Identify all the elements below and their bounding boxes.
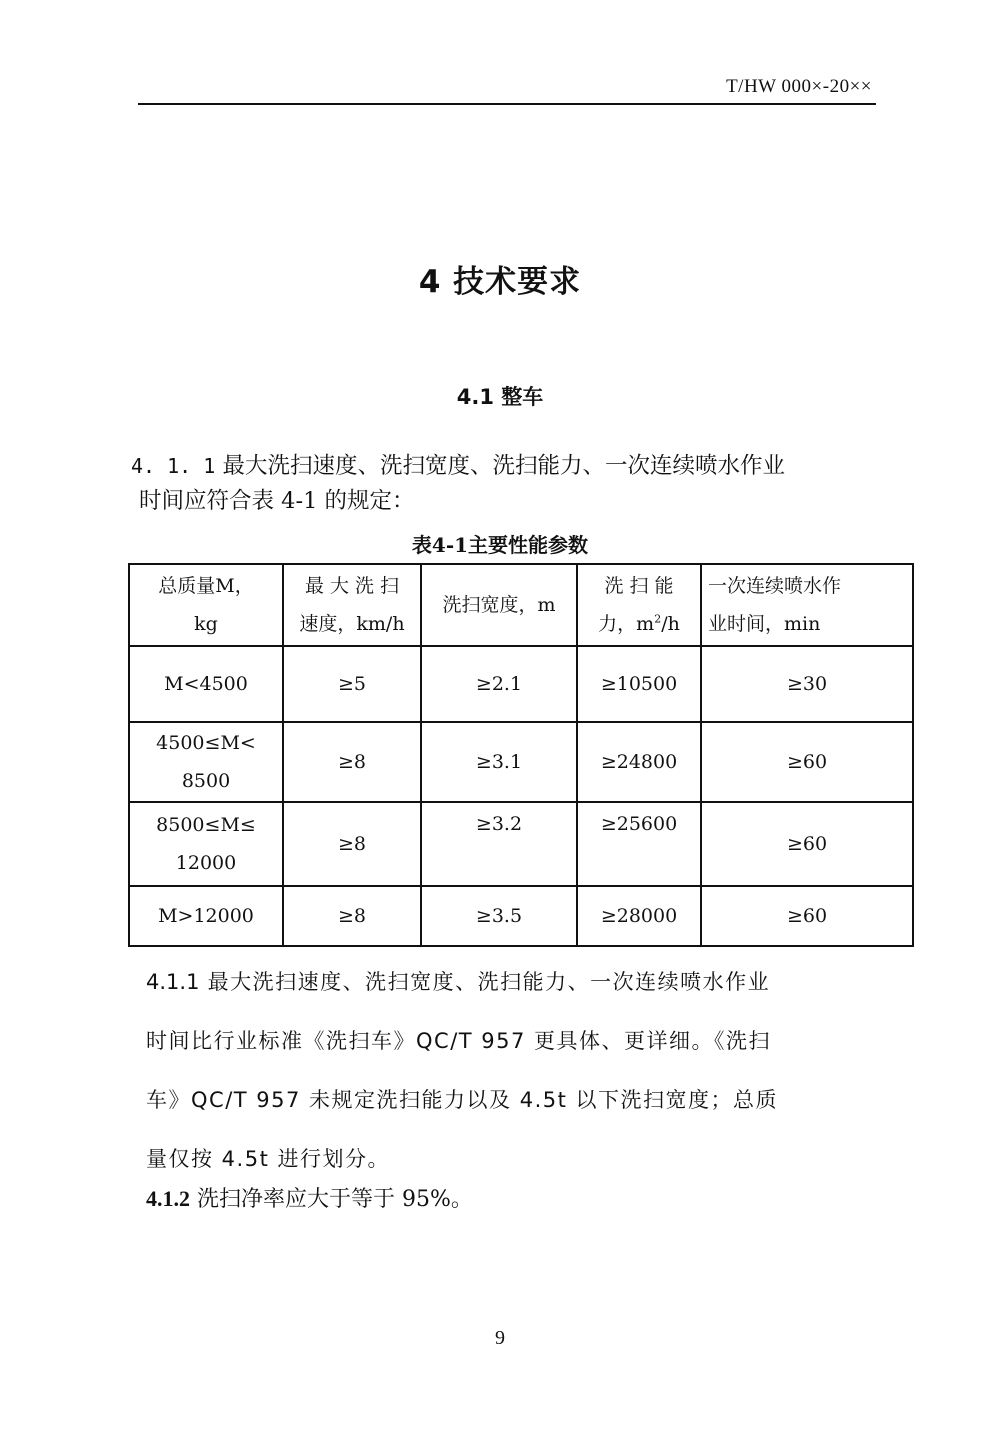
clause-number: 4.1.2 <box>146 1186 190 1211</box>
note-line-1: 4.1.1 最大洗扫速度、洗扫宽度、洗扫能力、一次连续喷水作业 <box>146 970 771 994</box>
clause-line-1 <box>131 449 891 484</box>
cell-capacity: ≥10500 <box>577 646 701 722</box>
page-number: 9 <box>495 1327 505 1349</box>
note-line-3: 车》QC/T 957 未规定洗扫能力以及 4.5t 以下洗扫宽度；总质 <box>146 1088 779 1112</box>
cell-mass: 4500≤M< 8500 <box>129 722 283 802</box>
table-row <box>129 802 913 886</box>
header-mass: 总质量M， kg <box>129 564 283 646</box>
cell-speed: ≥8 <box>283 802 421 886</box>
cell-spray-time: ≥60 <box>701 802 913 886</box>
note-line-4: 量仅按 4.5t 进行划分。 <box>146 1147 390 1171</box>
cell-capacity: ≥24800 <box>577 722 701 802</box>
cell-speed: ≥8 <box>283 886 421 946</box>
cell-mass: M>12000 <box>129 886 283 946</box>
explanatory-note <box>146 953 886 1189</box>
cell-spray-time: ≥60 <box>701 886 913 946</box>
header-speed: 最 大 洗 扫 速度，km/h <box>283 564 421 646</box>
clause-number: 4. 1. 1 <box>131 454 216 478</box>
clause-4-1-2 <box>146 1182 473 1213</box>
header-capacity: 洗 扫 能 力，$m^2/h$ <box>577 564 701 646</box>
cell-speed: ≥8 <box>283 722 421 802</box>
cell-mass: M<4500 <box>129 646 283 722</box>
cell-capacity: ≥28000 <box>577 886 701 946</box>
note-line-2: 时间比行业标准《洗扫车》QC/T 957 更具体、更详细。《洗扫 <box>146 1029 772 1053</box>
clause-4-1-1 <box>131 449 891 519</box>
cell-width: ≥3.2 <box>421 802 577 886</box>
header-spray-time: 一次连续喷水作 业时间，min <box>701 564 913 646</box>
cell-width: ≥3.5 <box>421 886 577 946</box>
table-row <box>129 722 913 802</box>
clause-text: 洗扫净率应大于等于 95%。 <box>190 1187 473 1212</box>
cell-spray-time: ≥30 <box>701 646 913 722</box>
cell-capacity: ≥25600 <box>577 802 701 886</box>
header-width: 洗扫宽度，m <box>421 564 577 646</box>
cell-spray-time: ≥60 <box>701 722 913 802</box>
standard-code: T/HW 000×-20×× <box>726 76 872 97</box>
cell-mass: 8500≤M≤ 12000 <box>129 802 283 886</box>
cell-width: ≥2.1 <box>421 646 577 722</box>
header-rule <box>138 103 876 105</box>
table-row <box>129 646 913 722</box>
table-header-row <box>129 564 913 646</box>
clause-line-2: 时间应符合表 4-1 的规定： <box>139 488 415 514</box>
chapter-title: 4 技术要求 <box>418 264 582 300</box>
table-caption: 表4-1主要性能参数 <box>411 533 589 557</box>
section-title: 4.1 整车 <box>456 385 544 409</box>
cell-width: ≥3.1 <box>421 722 577 802</box>
table-row <box>129 886 913 946</box>
performance-table <box>128 563 914 947</box>
clause-text: 最大洗扫速度、洗扫宽度、洗扫能力、一次连续喷水作业 <box>215 453 785 479</box>
note-number: 4.1.1 <box>146 970 200 994</box>
cell-speed: ≥5 <box>283 646 421 722</box>
